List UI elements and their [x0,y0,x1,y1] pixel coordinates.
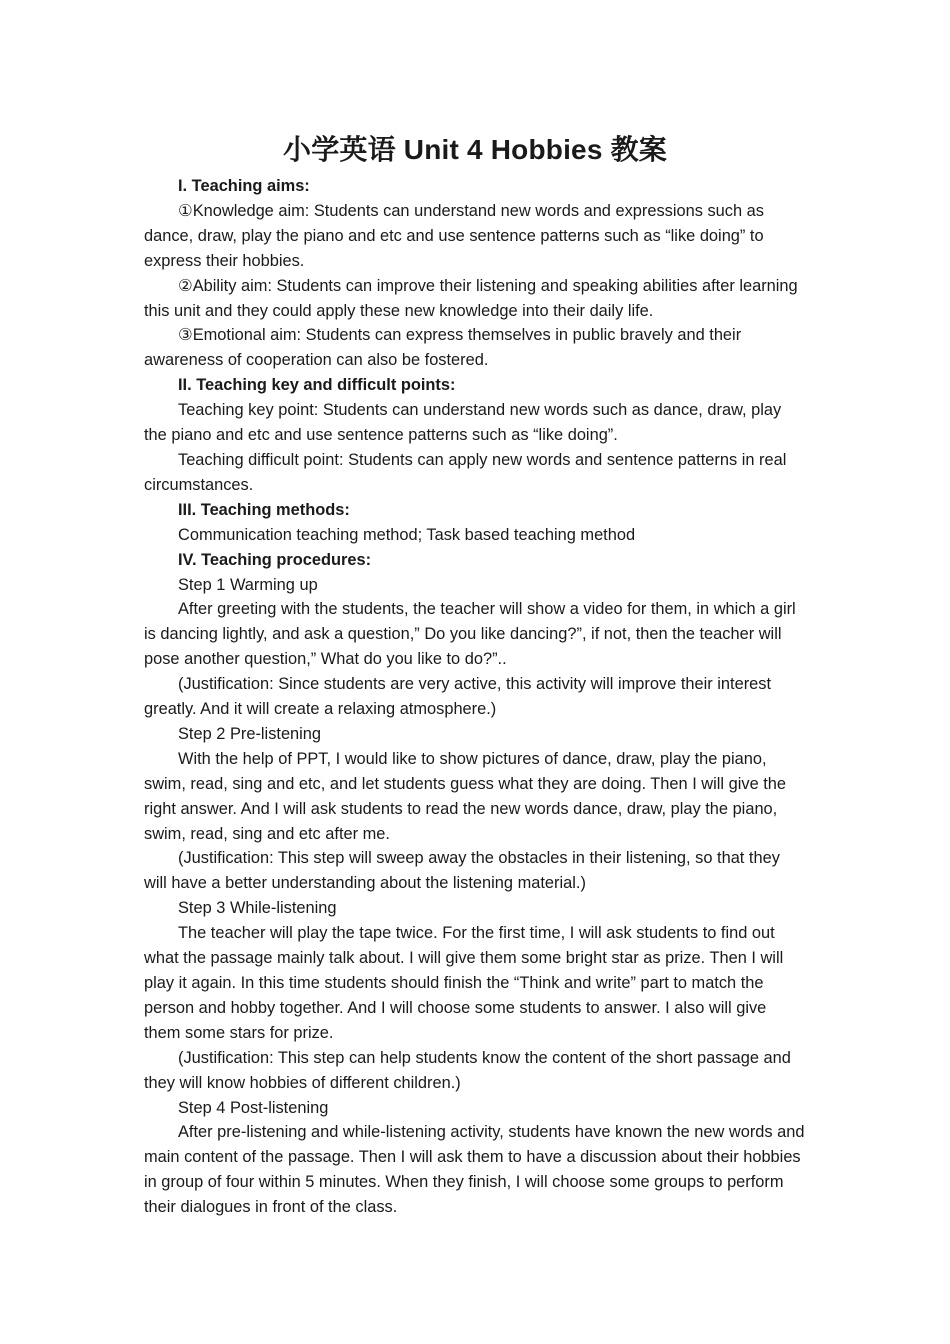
paragraph-emotional-aim: ③Emotional aim: Students can express themselves in public bravely and their awareness of cooperation can also be fostered. [144,326,742,370]
section-heading-procedures: IV. Teaching procedures: [178,550,372,569]
section-heading-methods: III. Teaching methods: [178,500,350,519]
step-3-title: Step 3 While-listening [178,899,337,918]
step-3-body: The teacher will play the tape twice. For the first time, I will ask students to find out what the passage mainly talk about. I will give them some bright star as prize. Then I will play it again. In this time students should finish the “Think and write” part to match the person and hobby together. And I will choose some students to answer. I also will give them some stars for prize. [144,924,784,1042]
step-1-title: Step 1 Warming up [178,575,318,594]
step-1-justification: (Justification: Since students are very active, this activity will improve their interest greatly. And it will create a relaxing atmosphere.) [144,675,772,719]
document-title: 小学英语 Unit 4 Hobbies 教案 [283,134,667,165]
paragraph-methods: Communication teaching method; Task based teaching method [178,525,636,544]
document-page [144,128,806,1220]
paragraph-difficult-point: Teaching difficult point: Students can apply new words and sentence patterns in real circumstances. [144,450,787,494]
paragraph-ability-aim: ②Ability aim: Students can improve their listening and speaking abilities after learning this unit and they could apply these new knowledge into their daily life. [144,276,798,320]
step-2-title: Step 2 Pre-listening [178,724,322,743]
paragraph-key-point: Teaching key point: Students can understand new words such as dance, draw, play the piano and etc and use sentence patterns such as “like doing”. [144,401,782,445]
step-4-body: After pre-listening and while-listening activity, students have known the new words and main content of the passage. Then I will ask them to have a discussion about their hobbies in group of four within 5 minutes. When they finish, I will choose some groups to perform their dialogues in front of the class. [144,1123,805,1217]
step-4-title: Step 4 Post-listening [178,1098,329,1117]
step-2-justification: (Justification: This step will sweep away the obstacles in their listening, so that they will have a better understanding about the listening material.) [144,849,780,893]
step-2-body: With the help of PPT, I would like to show pictures of dance, draw, play the piano, swim, read, sing and etc, and let students guess what they are doing. Then I will give the right answer. And I will ask students to read the new words dance, draw, play the piano, swim, read, sing and etc after me. [144,749,787,843]
step-3-justification: (Justification: This step can help students know the content of the short passage and they will know hobbies of different children.) [144,1048,791,1092]
section-heading-teaching-aims: I. Teaching aims: [178,177,310,195]
paragraph-knowledge-aim: ①Knowledge aim: Students can understand new words and expressions such as dance, draw, play the piano and etc and use sentence patterns such as “like doing” to express their hobbies. [144,201,764,270]
section-heading-key-points: II. Teaching key and difficult points: [178,376,456,395]
step-1-body: After greeting with the students, the teacher will show a video for them, in which a girl is dancing lightly, and ask a question,” Do you like dancing?”, if not, then the teacher will pose another question,” What do you like to do?”.. [144,600,796,669]
